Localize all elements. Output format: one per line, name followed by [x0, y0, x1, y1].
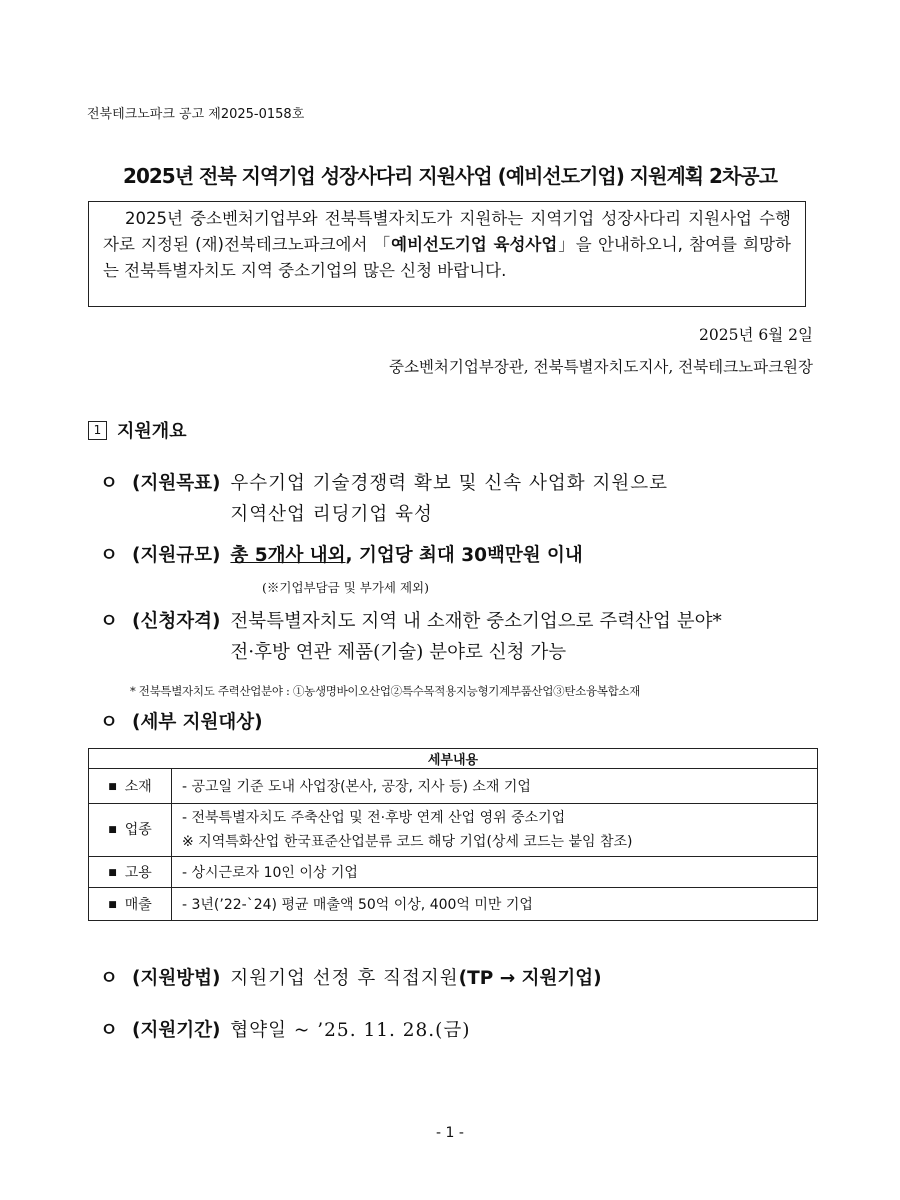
bullet-icon: ㅇ — [100, 473, 118, 494]
scale-rest: , 기업당 최대 30백만원 이내 — [345, 545, 583, 566]
row-value-note: ※ 지역특화산업 한국표준산업분류 코드 해당 기업(상세 코드는 붙임 참조) — [182, 834, 633, 850]
row-value: - 전북특별자치도 주축산업 및 전·후방 연계 산업 영위 중소기업 — [182, 810, 566, 826]
table-row — [89, 804, 818, 857]
row-value: - 상시근로자 10인 이상 기업 — [172, 857, 818, 888]
intro-text-a: 2025년 중소벤처기업부와 전북특별자치도가 지원하는 지역기업 성장사다리 지원사업 수행자로 지정된 (재)전북테크노파크에서 「 — [103, 209, 791, 254]
period-label: (지원기간) — [132, 1020, 221, 1041]
issue-date: 2025년 6월 2일 — [699, 326, 813, 344]
goal-line1: 우수기업 기술경쟁력 확보 및 신속 사업화 지원으로 — [230, 473, 668, 494]
section-title: 지원개요 — [117, 421, 187, 442]
row-key: ■ 업종 — [89, 804, 172, 857]
detail-table — [88, 748, 818, 921]
row-value: - 3년(’22-`24) 평균 매출액 50억 이상, 400억 미만 기업 — [172, 888, 818, 921]
row-key: ■ 고용 — [89, 857, 172, 888]
section-number: 1 — [88, 421, 107, 440]
period-item — [100, 1015, 471, 1046]
row-key: ■ 소재 — [89, 769, 172, 804]
table-row — [89, 769, 818, 804]
eligibility-item — [100, 606, 722, 668]
section-heading — [88, 417, 187, 443]
issuer-signers: 중소벤처기업부장관, 전북특별자치도지사, 전북테크노파크원장 — [389, 358, 813, 376]
goal-line2: 지역산업 리딩기업 육성 — [230, 504, 433, 525]
detail-table-header: 세부내용 — [89, 749, 818, 769]
row-key: ■ 매출 — [89, 888, 172, 921]
intro-box — [88, 201, 806, 307]
target-label: (세부 지원대상) — [132, 712, 263, 733]
intro-highlight: 예비선도기업 육성사업 — [391, 235, 558, 254]
goal-label: (지원목표) — [132, 473, 221, 494]
table-row — [89, 857, 818, 888]
scale-label: (지원규모) — [132, 545, 221, 566]
page-title: 2025년 전북 지역기업 성장사다리 지원사업 (예비선도기업) 지원계획 2차공고 — [123, 164, 777, 188]
bullet-icon: ㅇ — [100, 611, 118, 632]
goal-item — [100, 468, 668, 530]
notice-number: 전북테크노파크 공고 제2025-0158호 — [87, 107, 305, 122]
target-item — [100, 707, 273, 738]
intro-text-b: 」을 안내하오니, 참여를 희망하는 전북특별자치도 지역 중소기업의 많은 신청 바랍니다. — [103, 235, 791, 280]
eligibility-line2: 전·후방 연관 제품(기술) 분야로 신청 가능 — [230, 642, 567, 663]
method-bold: (TP → 지원기업) — [458, 968, 602, 989]
eligibility-label: (신청자격) — [132, 611, 221, 632]
table-row — [89, 888, 818, 921]
scale-underlined: 총 5개사 내외 — [230, 545, 346, 566]
eligibility-line1: 전북특별자치도 지역 내 소재한 중소기업으로 주력산업 분야* — [230, 611, 722, 632]
bullet-icon: ㅇ — [100, 968, 118, 989]
period-text: 협약일 ~ ’25. 11. 28.(금) — [230, 1020, 471, 1041]
bullet-icon: ㅇ — [100, 1020, 118, 1041]
industry-note: * 전북특별자치도 주력산업분야 : ①농생명바이오산업②특수목적용지능형기계부품산업③탄소융복합소재 — [130, 684, 641, 698]
bullet-icon: ㅇ — [100, 545, 118, 566]
method-label: (지원방법) — [132, 968, 221, 989]
scale-item — [100, 540, 583, 571]
method-item — [100, 963, 602, 994]
method-text: 지원기업 선정 후 직접지원 — [230, 968, 459, 989]
bullet-icon: ㅇ — [100, 712, 118, 733]
page-number: - 1 - — [436, 1125, 464, 1141]
scale-note: (※기업부담금 및 부가세 제외) — [262, 580, 429, 595]
row-value: - 공고일 기준 도내 사업장(본사, 공장, 지사 등) 소재 기업 — [172, 769, 818, 804]
